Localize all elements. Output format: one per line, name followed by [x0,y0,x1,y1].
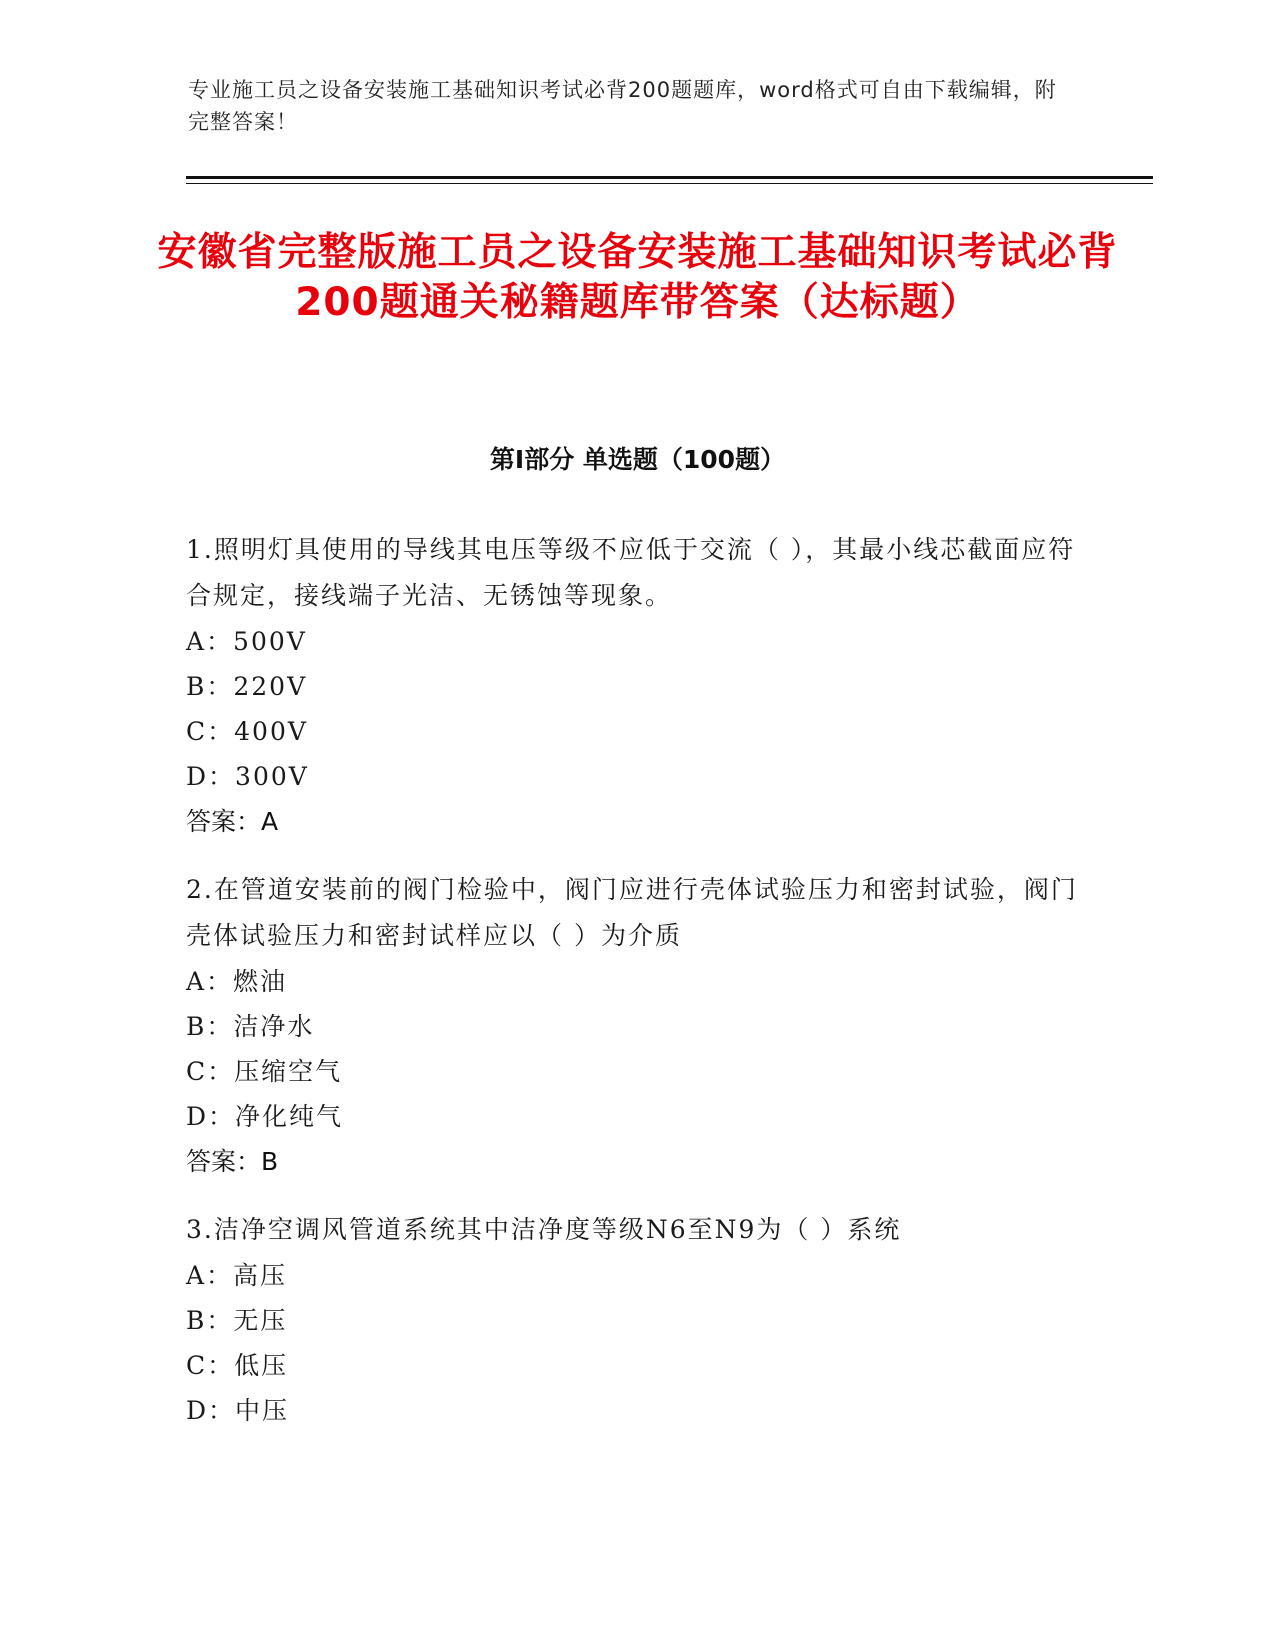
section-heading: 第I部分 单选题（100题） [489,445,786,474]
option-c: C：400V [186,717,308,746]
option-b: B：无压 [186,1306,288,1335]
header-divider-thin [186,183,1153,184]
option-a: A：燃油 [186,967,288,996]
answer-line: 答案：A [186,807,279,836]
option-d: D：300V [186,762,309,791]
option-c: C：压缩空气 [186,1057,343,1086]
option-a: A：高压 [186,1261,288,1290]
document-title: 安徽省完整版施工员之设备安装施工基础知识考试必背200题通关秘籍题库带答案（达标题） [157,230,1118,325]
question-stem: 2.在管道安装前的阀门检验中，阀门应进行壳体试验压力和密封试验，阀门壳体试验压力和密封试样应以（ ）为介质 [186,875,1078,950]
option-c: C：低压 [186,1351,289,1380]
option-d: D：中压 [186,1396,290,1425]
question-2 [186,867,1086,1185]
option-b: B：220V [186,672,308,701]
option-d: D：净化纯气 [186,1102,344,1131]
question-3 [186,1207,1086,1433]
answer-line: 答案：B [186,1147,279,1176]
question-stem: 3.洁净空调风管道系统其中洁净度等级N6至N9为（ ）系统 [186,1215,902,1244]
header-note: 专业施工员之设备安装施工基础知识考试必背200题题库，word格式可自由下载编辑，附完整答案！ [188,78,1057,134]
header-divider-thick [186,176,1153,179]
question-list [186,527,1086,1455]
option-a: A：500V [186,627,307,656]
question-1 [186,527,1086,845]
option-b: B：洁净水 [186,1012,315,1041]
question-stem: 1.照明灯具使用的导线其电压等级不应低于交流（ ），其最小线芯截面应符合规定，接线端子光洁、无锈蚀等现象。 [186,535,1076,610]
